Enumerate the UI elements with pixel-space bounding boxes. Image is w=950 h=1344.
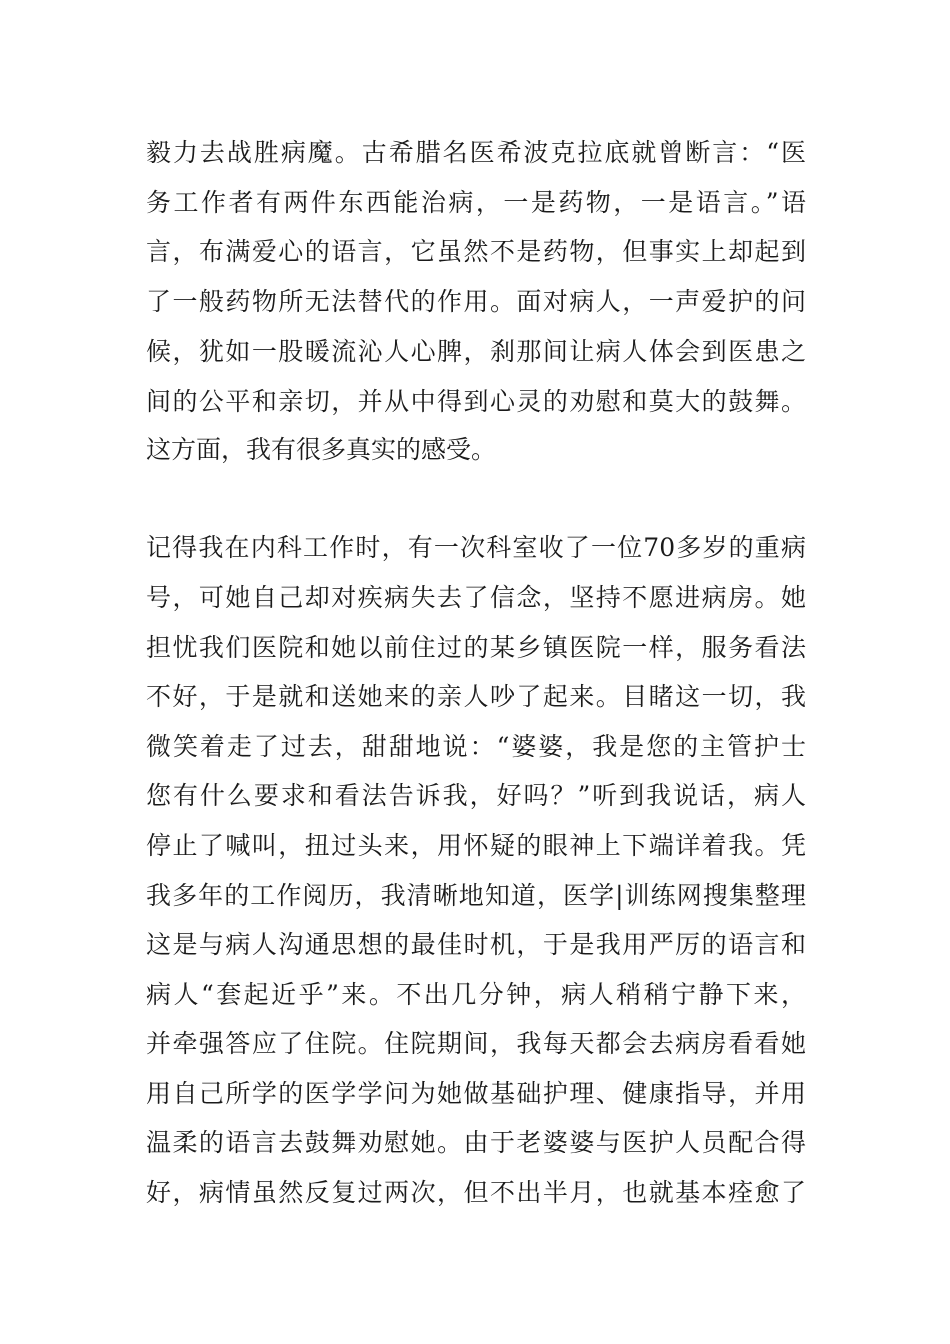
text-line: 用自己所学的医学学问为她做基础护理、健康指导，并用 bbox=[146, 1079, 806, 1108]
text-line: 病人“套起近乎”来。不出几分钟，病人稍稍宁静下来， bbox=[146, 980, 806, 1009]
text-line: 记得我在内科工作时，有一次科室收了一位70多岁的重病 bbox=[146, 533, 806, 562]
text-line: 不好，于是就和送她来的亲人吵了起来。目睹这一切，我 bbox=[146, 682, 806, 711]
text-line: 这是与病人沟通思想的最佳时机，于是我用严厉的语言和 bbox=[146, 930, 806, 959]
text-line: 微笑着走了过去，甜甜地说：“婆婆，我是您的主管护士 bbox=[146, 732, 806, 761]
text-line: 了一般药物所无法替代的作用。面对病人，一声爱护的问 bbox=[146, 287, 806, 316]
text-line: 温柔的语言去鼓舞劝慰她。由于老婆婆与医护人员配合得 bbox=[146, 1128, 806, 1157]
text-line: 务工作者有两件东西能治病，一是药物，一是语言。”语 bbox=[146, 188, 806, 217]
text-line: 这方面，我有很多真实的感受。 bbox=[146, 435, 497, 464]
text-line: 候，犹如一股暖流沁人心脾，刹那间让病人体会到医患之 bbox=[146, 337, 806, 366]
text-line: 毅力去战胜病魔。古希腊名医希波克拉底就曾断言：“医 bbox=[146, 138, 806, 167]
text-line: 并牵强答应了住院。住院期间，我每天都会去病房看看她 bbox=[146, 1029, 806, 1058]
text-line: 我多年的工作阅历，我清晰地知道，医学|训练网搜集整理 bbox=[146, 881, 806, 910]
text-line: 停止了喊叫，扭过头来，用怀疑的眼神上下端详着我。凭 bbox=[146, 831, 806, 860]
text-line: 好，病情虽然反复过两次，但不出半月，也就基本痊愈了 bbox=[146, 1178, 806, 1207]
text-line: 担忧我们医院和她以前住过的某乡镇医院一样，服务看法 bbox=[146, 633, 806, 662]
text-line: 间的公平和亲切，并从中得到心灵的劝慰和莫大的鼓舞。 bbox=[146, 387, 806, 416]
text-line: 言，布满爱心的语言，它虽然不是药物，但事实上却起到 bbox=[146, 237, 806, 266]
text-line: 号，可她自己却对疾病失去了信念，坚持不愿进病房。她 bbox=[146, 583, 806, 612]
text-line: 您有什么要求和看法告诉我，好吗？”听到我说话，病人 bbox=[146, 781, 806, 810]
